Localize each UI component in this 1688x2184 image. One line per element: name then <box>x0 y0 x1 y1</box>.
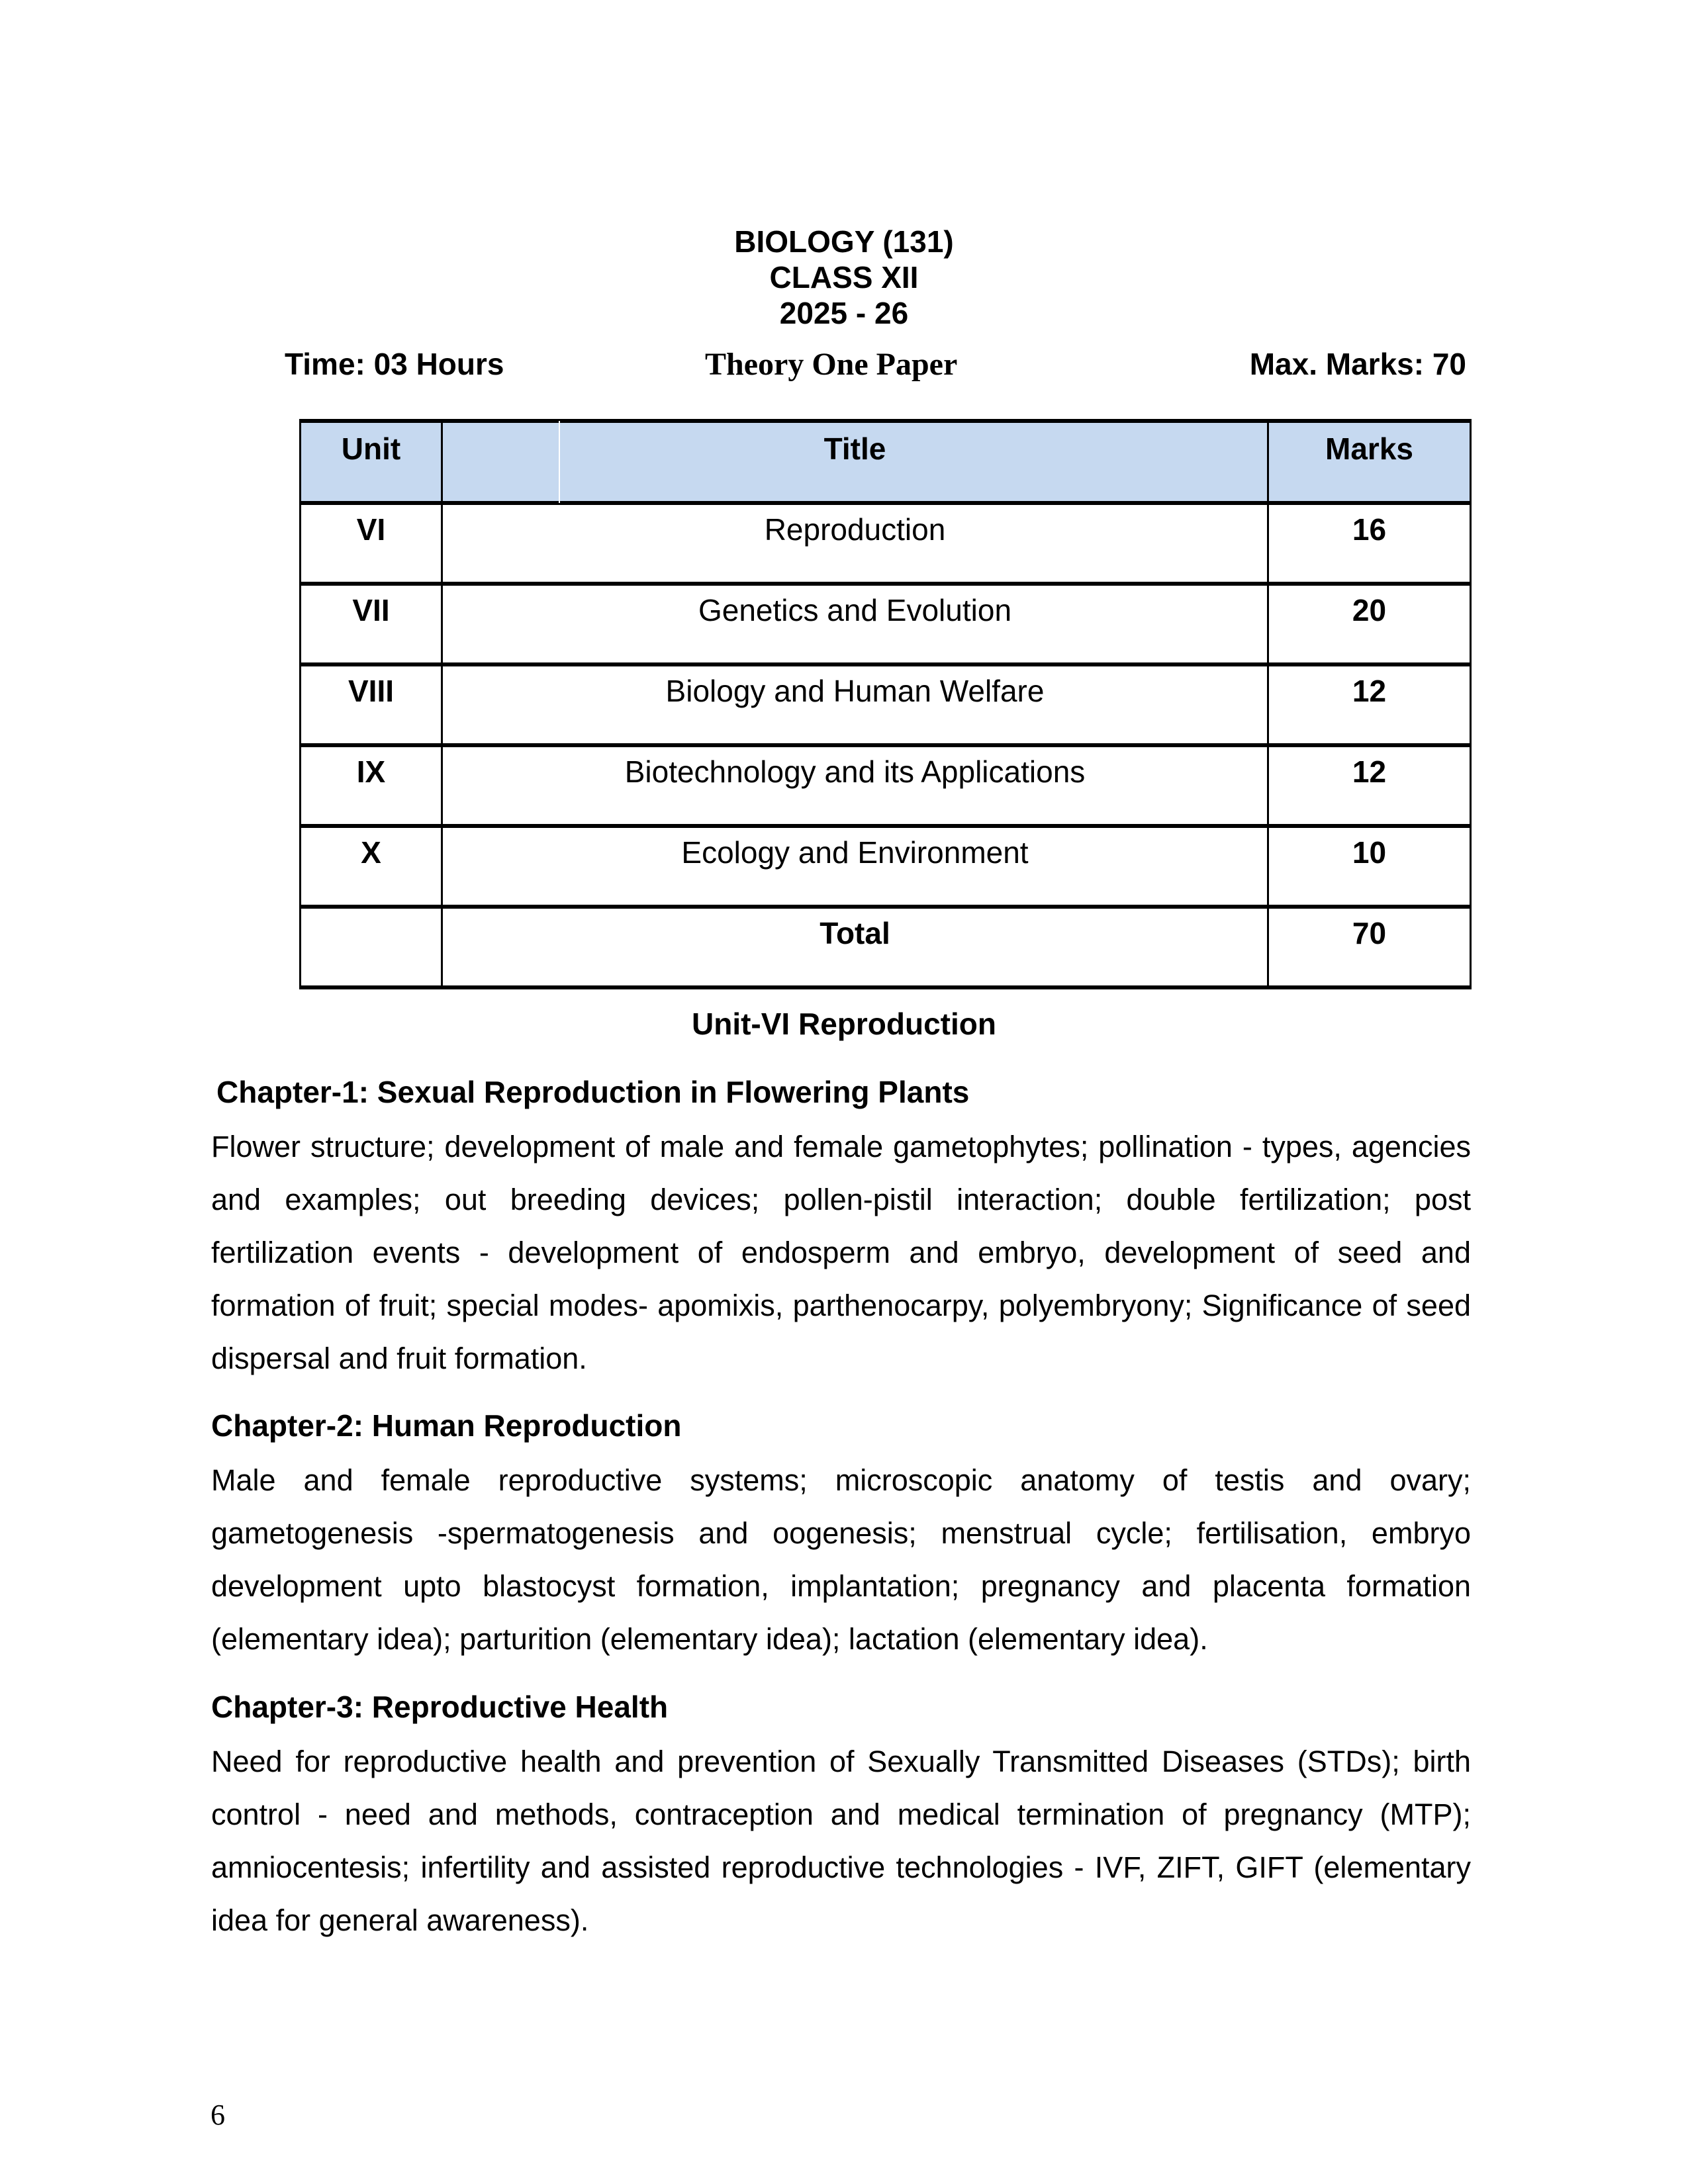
subject-title: BIOLOGY (131) <box>734 224 954 259</box>
column-header-unit: Unit <box>301 421 442 503</box>
table-row <box>301 745 1471 826</box>
marks-cell: 16 <box>1268 503 1471 584</box>
marks-cell: 20 <box>1268 584 1471 664</box>
unit-cell: VII <box>301 584 442 664</box>
column-header-title: Title <box>442 421 1268 503</box>
paper-label: Theory One Paper <box>705 347 958 382</box>
unit-cell: X <box>301 826 442 907</box>
table-row <box>301 664 1471 745</box>
unit-cell: VIII <box>301 664 442 745</box>
marks-cell: 12 <box>1268 745 1471 826</box>
marks-cell: 12 <box>1268 664 1471 745</box>
unit-heading: Unit-VI Reproduction <box>692 1007 996 1041</box>
page-number: 6 <box>211 2099 225 2131</box>
column-header-marks: Marks <box>1268 421 1471 503</box>
title-cell: Reproduction <box>442 503 1268 584</box>
marks-cell: 10 <box>1268 826 1471 907</box>
marks-distribution-table <box>299 419 1472 989</box>
title-cell: Ecology and Environment <box>442 826 1268 907</box>
total-label: Total <box>442 907 1268 987</box>
chapter-3-body: Need for reproductive health and prevention of Sexually Transmitted Diseases (STDs); birth control - need and methods, contraception and medical termination of pregnancy (MTP); amniocentesis; infertility and assisted reproductive technologies - IVF, ZIFT, GIFT (elementary idea for general awareness). <box>211 1745 1471 1937</box>
chapter-2-heading: Chapter-2: Human Reproduction <box>211 1408 682 1443</box>
exam-meta-row <box>285 346 1476 386</box>
class-title: CLASS XII <box>769 260 919 295</box>
total-marks: 70 <box>1268 907 1471 987</box>
table-row <box>301 503 1471 584</box>
title-cell: Biology and Human Welfare <box>442 664 1268 745</box>
chapter-1-heading: Chapter-1: Sexual Reproduction in Flowering Plants <box>216 1075 970 1109</box>
unit-cell: IX <box>301 745 442 826</box>
chapter-1-body: Flower structure; development of male and female gametophytes; pollination - types, agencies and examples; out breeding devices; pollen-pistil interaction; double fertilization; post fertilization events - development of endosperm and embryo, development of seed and formation of fruit; special modes- apomixis, parthenocarpy, polyembryony; Significance of seed dispersal and fruit formation. <box>211 1130 1471 1375</box>
time-label: Time: 03 Hours <box>285 347 504 381</box>
session-title: 2025 - 26 <box>779 296 909 330</box>
table-header-row <box>301 421 1471 503</box>
table-row <box>301 584 1471 664</box>
title-cell: Biotechnology and its Applications <box>442 745 1268 826</box>
chapter-2-body: Male and female reproductive systems; microscopic anatomy of testis and ovary; gametogenesis -spermatogenesis and oogenesis; menstrual cycle; fertilisation, embryo development upto blastocyst formation, implantation; pregnancy and placenta formation (elementary idea); parturition (elementary idea); lactation (elementary idea). <box>211 1463 1471 1656</box>
chapter-3-heading: Chapter-3: Reproductive Health <box>211 1690 669 1724</box>
table-row <box>301 826 1471 907</box>
max-marks-label: Max. Marks: 70 <box>1249 347 1466 381</box>
total-row <box>301 907 1471 987</box>
title-cell: Genetics and Evolution <box>442 584 1268 664</box>
unit-cell: VI <box>301 503 442 584</box>
unit-cell <box>301 907 442 987</box>
